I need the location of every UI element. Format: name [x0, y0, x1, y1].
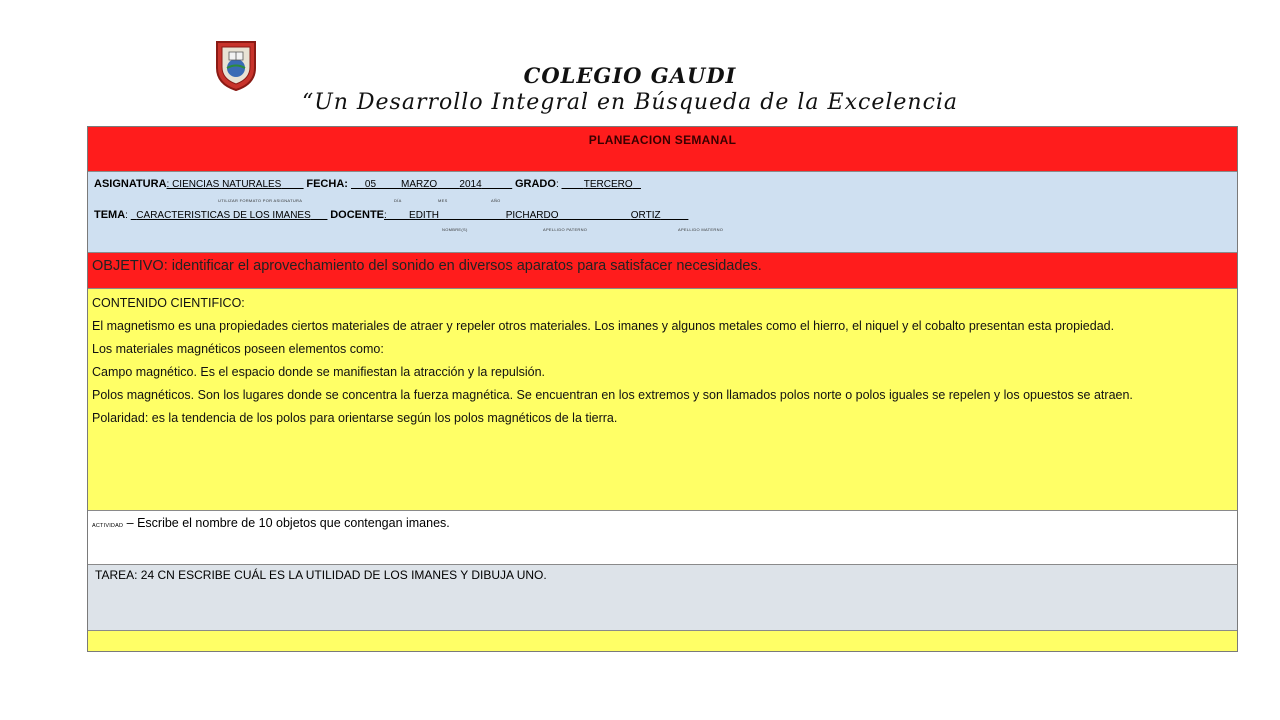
content-heading: CONTENIDO CIENTIFICO:	[92, 296, 245, 310]
content-paragraph-5: Polaridad: es la tendencia de los polos para orientarse según los polos magnéticos de la tierra.	[92, 411, 618, 425]
homework-row	[88, 565, 1237, 631]
docente-value: : EDITH PICHARDO ORTIZ	[384, 210, 661, 221]
content-paragraph-3: Campo magnético. Es el espacio donde se manifiestan la atracción y la repulsión.	[92, 365, 546, 379]
footer-row	[88, 631, 1237, 651]
objective-row	[88, 253, 1237, 289]
activity-row	[88, 511, 1237, 565]
scientific-content	[92, 292, 1231, 430]
mes-hint: MES	[438, 198, 448, 203]
fecha-value: 05 MARZO 2014	[364, 179, 482, 190]
plan-title: PLANEACION SEMANAL	[588, 133, 737, 147]
tema-label: TEMA	[94, 209, 126, 221]
grado-label: GRADO	[514, 178, 556, 190]
materno-hint: APELLIDO MATERNO	[678, 227, 724, 232]
weekly-plan-sheet	[87, 126, 1238, 652]
paterno-hint: APELLIDO PATERNO	[543, 227, 588, 232]
homework-text: TAREA: 24 CN ESCRIBE CUÁL ES LA UTILIDAD DE LOS IMANES Y DIBUJA UNO.	[95, 568, 547, 582]
info-row	[88, 172, 1237, 253]
content-paragraph-4: Polos magnéticos. Son los lugares donde se concentra la fuerza magnética. Se encuentran en los extremos y son llamados polos norte o polos iguales se repelen y los opuestos se atraen.	[92, 388, 1133, 402]
objective-text: OBJETIVO: identificar el aprovechamiento del sonido en diversos aparatos para satisfacer necesidades.	[92, 258, 762, 274]
content-paragraph-1: El magnetismo es una propiedades ciertos materiales de atraer y repeler otros materiales. Los imanes y algunos metales como el hierro, el niquel y el cobalto presentan esta propiedad.	[92, 319, 1115, 333]
fecha-label: FECHA	[306, 178, 345, 190]
docente-label: DOCENTE	[330, 209, 385, 221]
title-row	[88, 127, 1237, 172]
activity-text	[92, 516, 450, 530]
subject-date-grade-line: ASIGNATURA: CIENCIAS NATURALES FECHA: 05 MARZO 2014 GRADO: TERCERO	[94, 178, 641, 190]
asignatura-hint: UTILIZAR FORMATO POR ASIGNATURA	[218, 198, 303, 203]
asignatura-value: : CIENCIAS NATURALES	[166, 179, 282, 190]
school-motto: “Un Desarrollo Integral en Búsqueda de la Excelencia	[301, 90, 959, 115]
content-row	[88, 289, 1237, 511]
dia-hint: DÍA	[394, 198, 402, 203]
activity-separator: –	[126, 516, 134, 530]
anio-hint: AÑO	[491, 198, 501, 203]
activity-instruction: Escribe el nombre de 10 objetos que contengan imanes.	[137, 516, 450, 530]
content-paragraph-2: Los materiales magnéticos poseen elementos como:	[92, 342, 384, 356]
asignatura-label: ASIGNATURA	[94, 178, 167, 190]
topic-teacher-line: TEMA: CARACTERISTICAS DE LOS IMANES DOCENTE: EDITH PICHARDO ORTIZ	[94, 209, 688, 221]
nombre-hint: NOMBRE(S)	[442, 227, 468, 232]
grado-value: TERCERO	[583, 179, 633, 190]
tema-value: CARACTERISTICAS DE LOS IMANES	[136, 210, 311, 221]
activity-label: ACTIVIDAD	[92, 523, 124, 529]
school-name: COLEGIO GAUDI	[523, 63, 737, 88]
